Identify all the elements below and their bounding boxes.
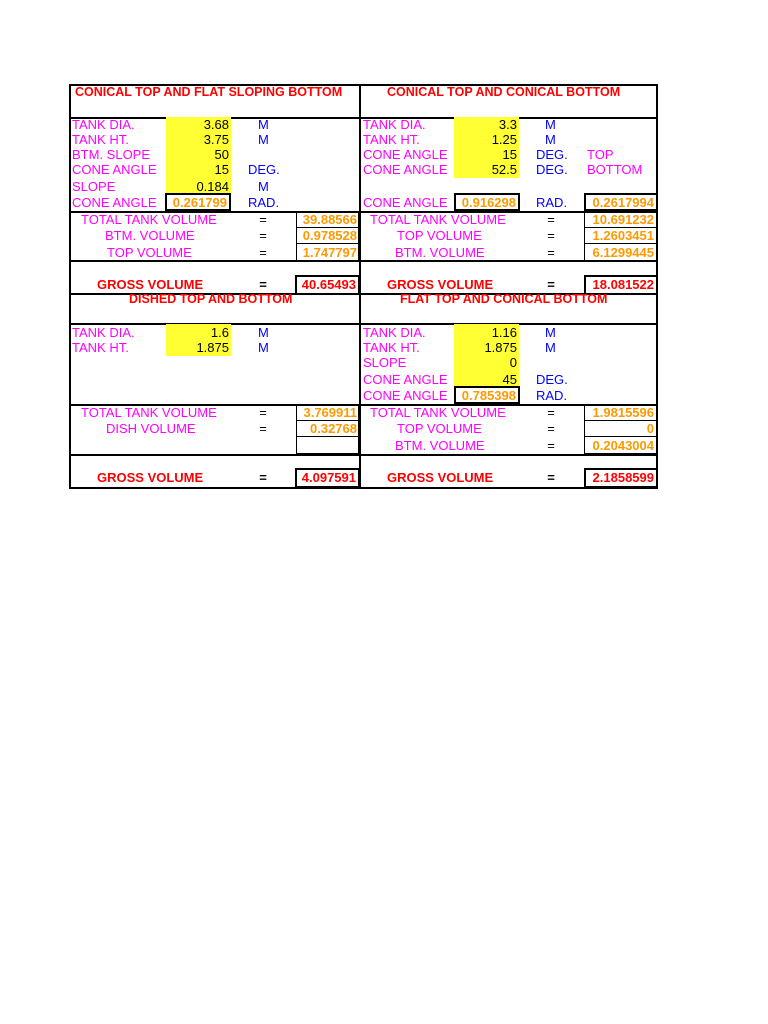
panel2-rad-value-2: 0.2617994 (592, 195, 654, 210)
panel4-tank-dia-unit: M (545, 325, 556, 340)
panel2-total-volume-value: 10.691232 (592, 212, 654, 227)
panel2-top-volume-label: TOP VOLUME (397, 228, 482, 243)
panel2-tank-dia-unit: M (545, 117, 556, 132)
panel1-total-volume-eq: = (259, 212, 267, 227)
panel3-empty-box (296, 436, 359, 454)
panel2-cone-angle-top-extra: TOP (587, 147, 614, 162)
panel1-top-volume-eq: = (259, 245, 267, 260)
panel2-cone-angle-top-label: CONE ANGLE (363, 147, 448, 162)
panel4-gross-label: GROSS VOLUME (387, 470, 494, 485)
panel1-title: CONICAL TOP AND FLAT SLOPING BOTTOM (75, 85, 343, 99)
panel1-tank-dia-value[interactable]: 3.68 (203, 117, 229, 132)
panel3-dish-volume-eq: = (259, 421, 267, 436)
panel2-cone-angle-bottom-value[interactable]: 52.5 (491, 162, 517, 177)
panel1-btm-volume-eq: = (259, 228, 267, 243)
panel1-tank-ht-value[interactable]: 3.75 (203, 132, 229, 147)
panel2-top-volume-value: 1.2603451 (592, 228, 654, 243)
frame-bottom (69, 487, 658, 489)
panel4-total-volume-label: TOTAL TANK VOLUME (370, 405, 506, 420)
panel4-gross-value: 2.1858599 (592, 470, 654, 485)
panel3-gross-label: GROSS VOLUME (97, 470, 204, 485)
panel4-total-volume-eq: = (547, 405, 555, 420)
panel4-slope-value[interactable]: 0 (509, 355, 517, 370)
panel1-rad-label: CONE ANGLE (72, 195, 157, 210)
panel4-rad-label: CONE ANGLE (363, 388, 448, 403)
panel2-tank-dia-label: TANK DIA. (363, 117, 426, 132)
panel1-tank-dia-label: TANK DIA. (72, 117, 135, 132)
panel3-gross-value: 4.097591 (301, 470, 356, 485)
panel1-gross-label: GROSS VOLUME (97, 277, 204, 292)
panel2-cone-angle-bottom-label: CONE ANGLE (363, 162, 448, 177)
panel4-tank-ht-unit: M (545, 340, 556, 355)
panel4-total-volume-value: 1.9815596 (592, 405, 654, 420)
panel4-tank-dia-label: TANK DIA. (363, 325, 426, 340)
panel2-top-volume-eq: = (547, 228, 555, 243)
panel3-tank-dia-value[interactable]: 1.6 (210, 325, 229, 340)
panel1-slope-label: SLOPE (72, 179, 116, 194)
panel3-tank-dia-label: TANK DIA. (72, 325, 135, 340)
panel4-slope-label: SLOPE (363, 355, 407, 370)
panel1-btm-volume-value: 0.978528 (302, 228, 357, 243)
panel2-cone-angle-bottom-unit: DEG. (536, 162, 568, 177)
panel1-slope-value: 0.184 (196, 179, 229, 194)
panel3-total-volume-label: TOTAL TANK VOLUME (81, 405, 217, 420)
panel2-tank-ht-label: TANK HT. (363, 132, 420, 147)
panel4-title: FLAT TOP AND CONICAL BOTTOM (400, 292, 608, 306)
panel3-gross-eq: = (259, 470, 267, 485)
gross-divider-1 (69, 260, 658, 262)
panel4-btm-volume-label: BTM. VOLUME (395, 438, 485, 453)
panel4-btm-volume-value: 0.2043004 (592, 438, 654, 453)
panel1-cone-angle-unit: DEG. (248, 162, 280, 177)
panel1-tank-dia-unit: M (258, 117, 269, 132)
panel3-tank-ht-unit: M (258, 340, 269, 355)
panel1-slope-unit: M (258, 179, 269, 194)
panel2-total-volume-label: TOTAL TANK VOLUME (370, 212, 506, 227)
panel1-btm-volume-label: BTM. VOLUME (105, 228, 195, 243)
panel1-tank-ht-unit: M (258, 132, 269, 147)
panel1-btm-slope-label: BTM. SLOPE (72, 147, 151, 162)
panel2-cone-angle-top-unit: DEG. (536, 147, 568, 162)
panel2-gross-value: 18.081522 (592, 277, 654, 292)
panel4-tank-ht-label: TANK HT. (363, 340, 420, 355)
panel1-rad-value: 0.261799 (172, 195, 227, 210)
panel1-total-volume-label: TOTAL TANK VOLUME (81, 212, 217, 227)
panel1-gross-value: 40.65493 (301, 277, 356, 292)
frame-left (69, 84, 71, 489)
panel1-gross-eq: = (259, 277, 267, 292)
panel2-rad-label: CONE ANGLE (363, 195, 448, 210)
panel2-btm-volume-label: BTM. VOLUME (395, 245, 485, 260)
panel4-top-volume-eq: = (547, 421, 555, 436)
panel1-total-volume-value: 39.88566 (302, 212, 357, 227)
panel2-total-volume-eq: = (547, 212, 555, 227)
panel2-gross-eq: = (547, 277, 555, 292)
panel3-tank-dia-unit: M (258, 325, 269, 340)
panel4-tank-dia-value[interactable]: 1.16 (491, 325, 517, 340)
panel1-top-volume-label: TOP VOLUME (107, 245, 192, 260)
panel3-dish-volume-value: 0.32768 (310, 421, 357, 436)
panel2-rad-value: 0.916298 (461, 195, 516, 210)
panel4-cone-angle-label: CONE ANGLE (363, 372, 448, 387)
panel4-btm-volume-eq: = (547, 438, 555, 453)
panel3-title: DISHED TOP AND BOTTOM (129, 292, 293, 306)
panel3-tank-ht-value[interactable]: 1.875 (196, 340, 229, 355)
panel1-btm-slope-value[interactable]: 50 (214, 147, 229, 162)
panel4-tank-ht-value[interactable]: 1.875 (484, 340, 517, 355)
panel4-top-volume-label: TOP VOLUME (397, 421, 482, 436)
panel1-tank-ht-label: TANK HT. (72, 132, 129, 147)
panel4-top-volume-value: 0 (646, 421, 654, 436)
panel4-gross-eq: = (547, 470, 555, 485)
panel1-rad-unit: RAD. (248, 195, 280, 210)
panel4-cone-angle-value[interactable]: 45 (502, 372, 517, 387)
panel2-btm-volume-eq: = (547, 245, 555, 260)
panel3-total-volume-eq: = (259, 405, 267, 420)
panel2-tank-dia-value[interactable]: 3.3 (498, 117, 517, 132)
panel2-title: CONICAL TOP AND CONICAL BOTTOM (387, 85, 621, 99)
panel4-rad-unit: RAD. (536, 388, 568, 403)
panel2-btm-volume-value: 6.1299445 (592, 245, 654, 260)
tank-volume-sheet (69, 84, 658, 489)
panel4-cone-angle-unit: DEG. (536, 372, 568, 387)
panel2-rad-unit: RAD. (536, 195, 568, 210)
panel3-tank-ht-label: TANK HT. (72, 340, 129, 355)
panel2-gross-label: GROSS VOLUME (387, 277, 494, 292)
panel1-cone-angle-label: CONE ANGLE (72, 162, 157, 177)
panel2-tank-ht-value[interactable]: 1.25 (491, 132, 517, 147)
panel1-top-volume-value: 1.747797 (302, 245, 357, 260)
panel4-rad-value: 0.785398 (461, 388, 516, 403)
panel2-cone-angle-bottom-extra: BOTTOM (587, 162, 643, 177)
gross-divider-2 (69, 454, 658, 456)
panel3-dish-volume-label: DISH VOLUME (106, 421, 196, 436)
panel2-tank-ht-unit: M (545, 132, 556, 147)
panel2-cone-angle-top-value[interactable]: 15 (502, 147, 517, 162)
panel3-total-volume-value: 3.769911 (303, 405, 357, 420)
panel1-cone-angle-value[interactable]: 15 (214, 162, 229, 177)
